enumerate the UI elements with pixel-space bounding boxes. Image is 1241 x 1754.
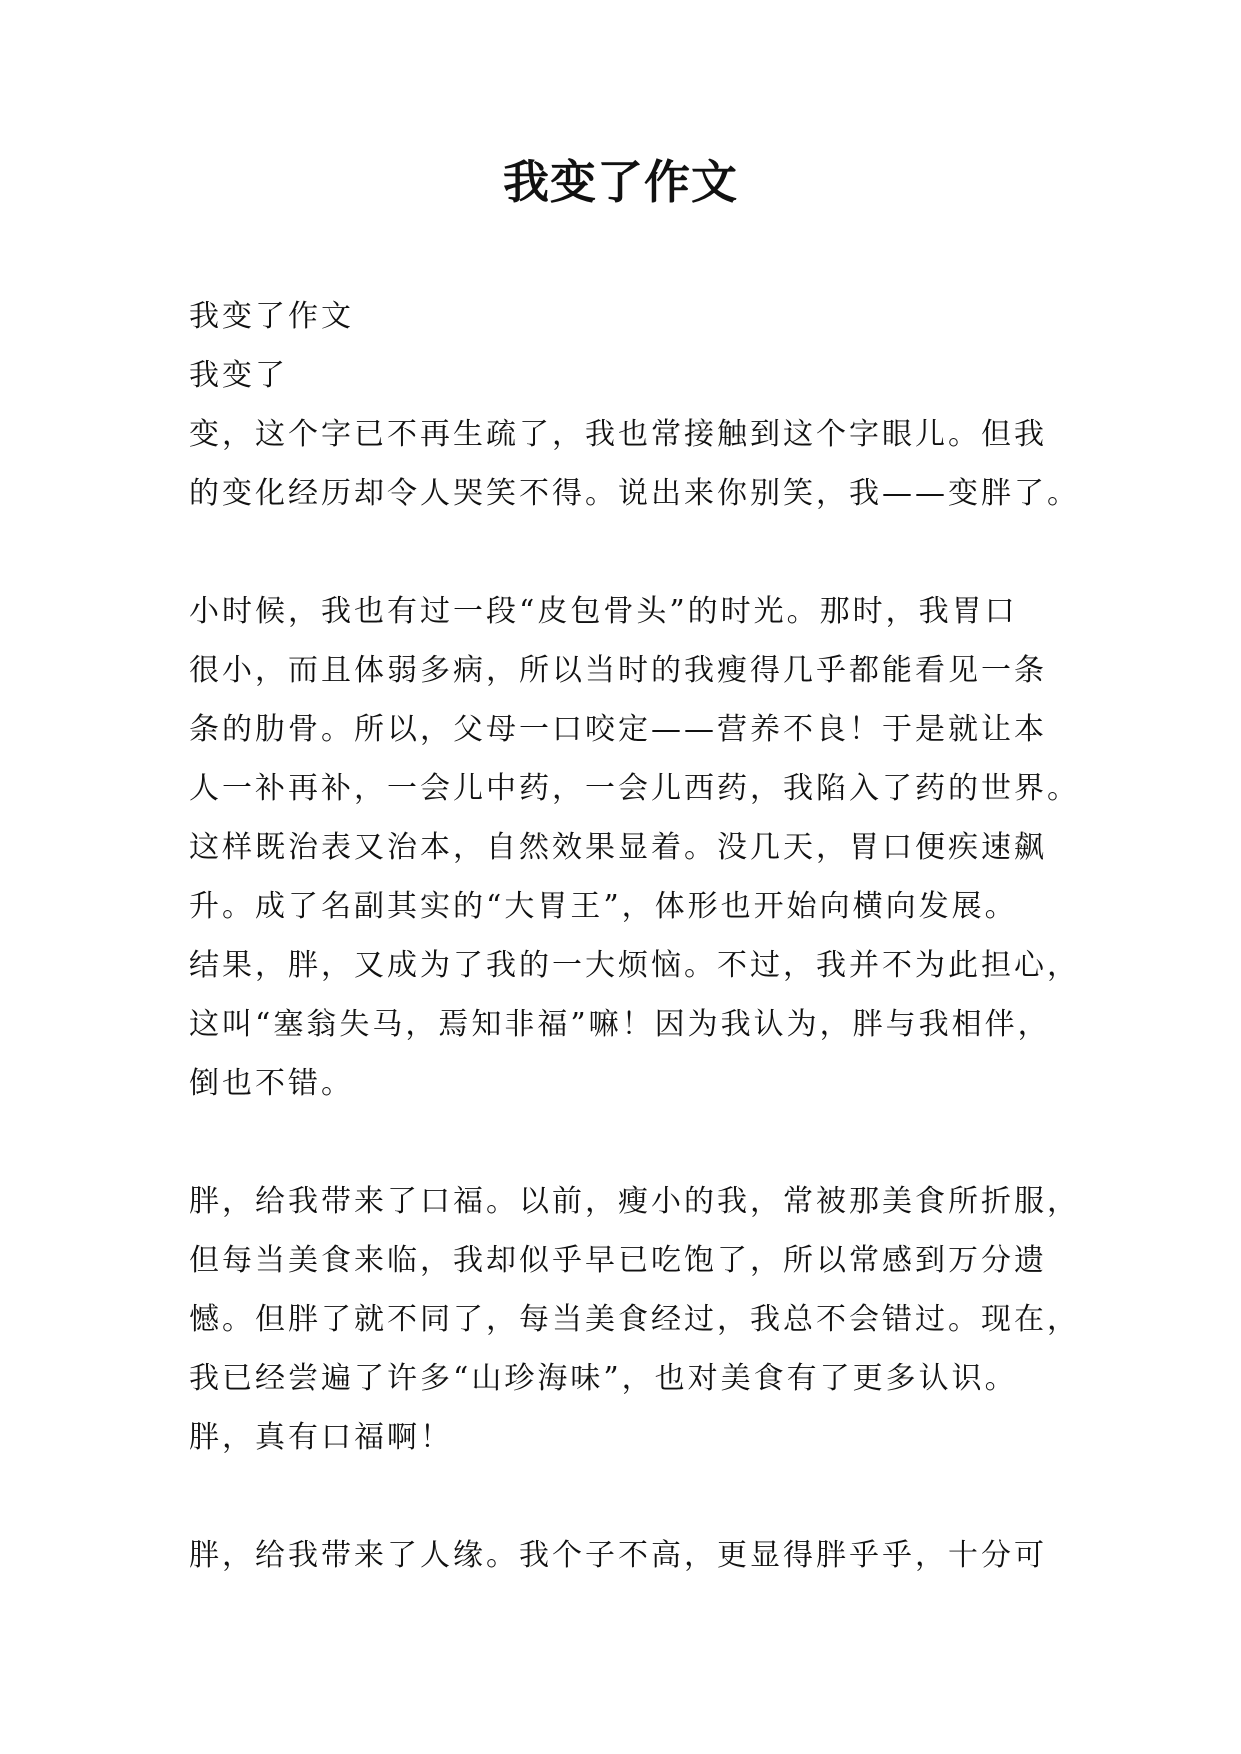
text-line: 这叫“塞翁失马，焉知非福”嘛！因为我认为，胖与我相伴，: [189, 1007, 1051, 1042]
text-line: 我变了: [189, 358, 288, 393]
text-line: 倒也不错。: [189, 1066, 354, 1101]
text-line: 升。成了名副其实的“大胃王”，体形也开始向横向发展。: [189, 889, 1018, 924]
text-line: 胖，给我带来了口福。以前，瘦小的我，常被那美食所折服，: [189, 1184, 1080, 1219]
text-line: 我变了作文: [189, 299, 354, 334]
text-line: 这样既治表又治本，自然效果显着。没几天，胃口便疾速飙: [189, 830, 1047, 865]
document-body: [189, 287, 1080, 1585]
paragraph-gap: [189, 1113, 1059, 1172]
paragraph-gap: [189, 1467, 1059, 1526]
paragraph-gap: [189, 523, 1059, 582]
text-line: 我已经尝遍了许多“山珍海味”，也对美食有了更多认识。: [189, 1361, 1018, 1396]
text-line: 但每当美食来临，我却似乎早已吃饱了，所以常感到万分遗: [189, 1243, 1047, 1278]
text-line: 憾。但胖了就不同了，每当美食经过，我总不会错过。现在，: [189, 1302, 1080, 1337]
text-line: 变，这个字已不再生疏了，我也常接触到这个字眼儿。但我: [189, 417, 1047, 452]
text-line: 很小，而且体弱多病，所以当时的我瘦得几乎都能看见一条: [189, 653, 1047, 688]
text-line: 结果，胖，又成为了我的一大烦恼。不过，我并不为此担心，: [189, 948, 1080, 983]
text-line: 小时候，我也有过一段“皮包骨头”的时光。那时，我胃口: [189, 594, 1018, 629]
document-title: 我变了作文: [503, 155, 738, 209]
text-line: 人一补再补，一会儿中药，一会儿西药，我陷入了药的世界。: [189, 771, 1080, 806]
text-line: 胖，真有口福啊！: [189, 1420, 453, 1455]
text-line: 胖，给我带来了人缘。我个子不高，更显得胖乎乎，十分可: [189, 1538, 1047, 1573]
text-line: 的变化经历却令人哭笑不得。说出来你别笑，我——变胖了。: [189, 476, 1080, 511]
text-line: 条的肋骨。所以，父母一口咬定——营养不良！于是就让本: [189, 712, 1047, 747]
